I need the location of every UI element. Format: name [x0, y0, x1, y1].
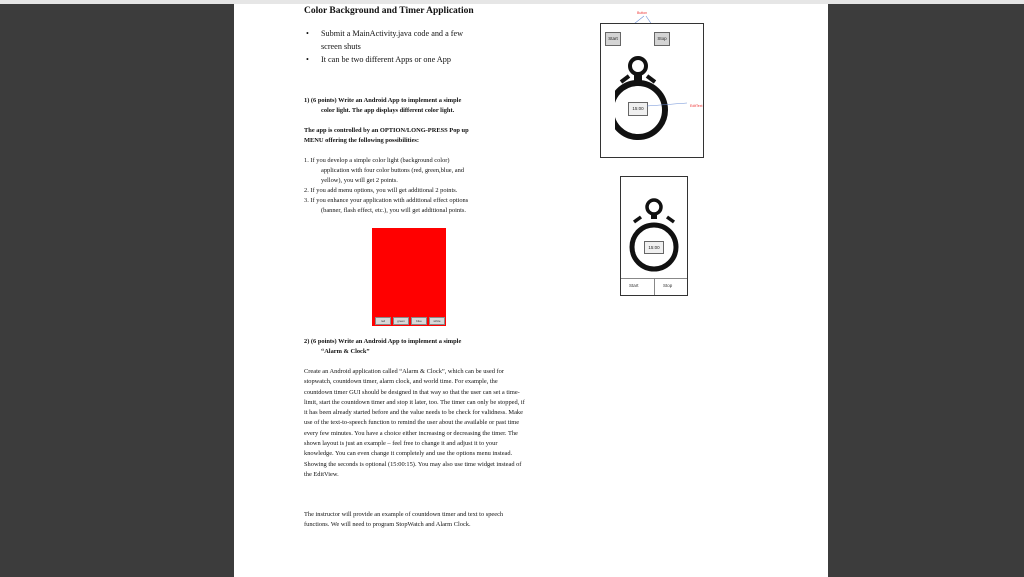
list-item: 2. If you add menu options, you will get additional 2 points. [304, 187, 458, 194]
question-2-description: Create an Android application called “Alarm & Clock”, which can be used for stopwatch, countdown timer, alarm clock, and world time. For example, the countdown timer GUI should be designed in that way so that the user can set a time-limit, start the countdown timer and stop it later, too. The timer can only be stopped, if it has been already started before and the value needs to be check for validness. Make use of the text-to-speech function to remind the user about the available or past time every few minutes. You have a choice either increasing or decreasing the timer. The shown layout is just an example – feel free to change it and adjust it to your knowledge. You can even change it completely and use the options menu instead. Showing the seconds is optional (15:00:15). You may also use time widget instead of the EditView. [304, 368, 525, 478]
white-button: white [429, 317, 445, 325]
green-button: green [393, 317, 409, 325]
time-edittext: 15:00 [628, 102, 648, 116]
document-page [234, 4, 828, 577]
stop-button: Stop [654, 32, 670, 46]
menu-heading: The app is controlled by an OPTION/LONG-PRESS Pop up [304, 127, 469, 134]
time-edittext: 15:00 [644, 241, 664, 254]
divider [654, 279, 655, 295]
list-item: application with four color buttons (red, green,blue, and [321, 167, 465, 174]
edittext-annotation-label: EditText [690, 104, 703, 108]
document-title: Color Background and Timer Application [304, 6, 474, 16]
stopwatch-icon [621, 195, 687, 275]
bullet-dot: • [306, 29, 309, 38]
list-item: yellow), you will get 2 points. [321, 177, 398, 184]
button-annotation-label: Button [637, 11, 648, 15]
timer-mockup-2 [620, 176, 688, 296]
question-1-heading: 1) (6 points) Write an Android App to implement a simple [304, 97, 462, 104]
question-1-heading-cont: color light. The app displays different color light. [321, 107, 455, 114]
question-2-heading-cont: “Alarm & Clock” [321, 348, 370, 355]
start-button: Start [605, 32, 621, 46]
list-item: 3. If you enhance your application with additional effect options [304, 197, 469, 204]
list-item: (banner, flash effect, etc.), you will get additional points. [321, 207, 466, 214]
question-2-heading: 2) (6 points) Write an Android App to implement a simple [304, 338, 462, 345]
bullet-text: Submit a MainActivity.java code and a few [321, 29, 464, 38]
start-button: Start [629, 283, 639, 288]
stop-button: Stop [663, 283, 673, 288]
color-light-screenshot [372, 228, 446, 326]
bullet-text: screen shuts [321, 42, 361, 51]
bullet-dot: • [306, 55, 309, 64]
timer-mockup-1 [600, 23, 704, 158]
red-button: red [375, 317, 391, 325]
instructor-note: The instructor will provide an example of countdown timer and text to speech functions. We will need to program StopWatch and Alarm Clock. [304, 511, 504, 529]
list-item: 1. If you develop a simple color light (background color) [304, 157, 450, 164]
bullet-text: It can be two different Apps or one App [321, 55, 451, 64]
menu-heading-cont: MENU offering the following possibilities: [304, 137, 420, 144]
blue-button: blue [411, 317, 427, 325]
